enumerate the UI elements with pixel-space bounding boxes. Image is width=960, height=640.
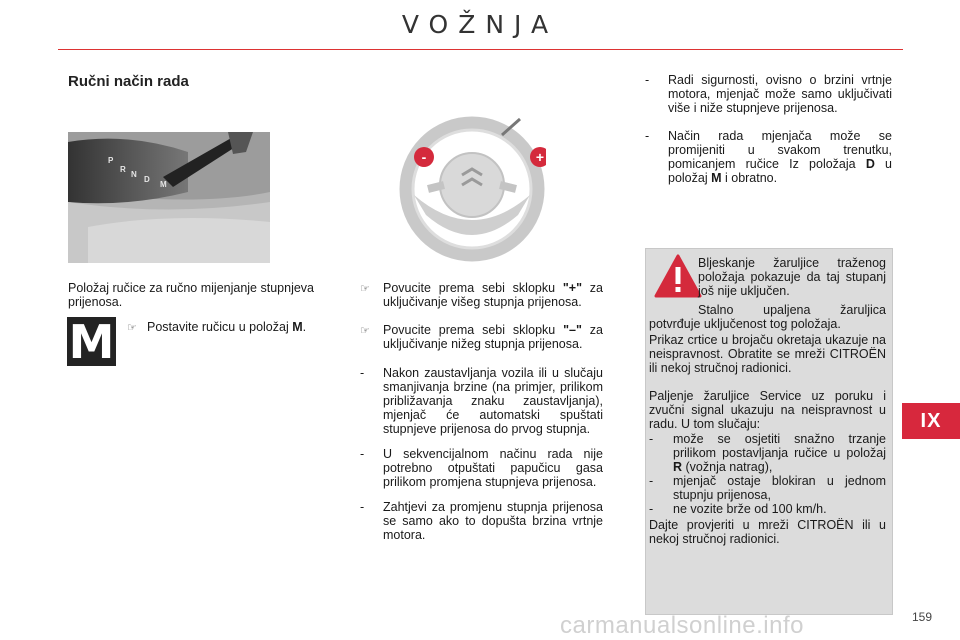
- lever-label-n: N: [131, 170, 137, 179]
- watermark: carmanualsonline.info: [560, 612, 804, 639]
- bullet-hand-icon: ☞: [360, 283, 370, 295]
- bullet-plus-paddle: [383, 281, 603, 309]
- page-title: VOŽNJA: [401, 10, 559, 39]
- dash-mark: -: [360, 366, 365, 380]
- lever-label-r: R: [120, 165, 126, 174]
- dash-bold: D: [865, 157, 875, 171]
- dash-mark: -: [645, 129, 650, 143]
- bullet-text: Povucite prema sebi sklopku: [383, 281, 563, 295]
- dash-mark: -: [649, 474, 654, 488]
- warning-triangle-icon: [654, 254, 702, 298]
- minus-paddle-label: -: [421, 149, 427, 165]
- dash-item-auto-downshift: Nakon zaustavljanja vozila ili u slučaju smanjivanja brzine (na primjer, prilikom približavanja znaku zaustavljanja), mjenjač će automatski spuštati stupnjeve prijenosa do prvog stupnja.: [383, 366, 603, 436]
- page-number: 159: [912, 610, 933, 624]
- dash-mark: -: [360, 447, 365, 461]
- dash-mark: -: [649, 432, 654, 446]
- bullet-end: .: [302, 320, 307, 334]
- section-title: Ručni način rada: [68, 73, 189, 90]
- lever-label-p: P: [108, 156, 114, 165]
- bullet-rest: za uključivanje nižeg stupnja prijenosa.: [383, 323, 603, 351]
- warning-dash-blocked: mjenjač ostaje blokiran u jednom stupnju prijenosa,: [673, 474, 886, 502]
- dash-item-mode-change: [668, 129, 892, 185]
- dash-bold: R: [673, 460, 683, 474]
- chapter-tab: IX: [902, 403, 960, 439]
- bullet-set-lever: [147, 320, 313, 334]
- dash-mark: -: [360, 500, 365, 514]
- steering-wheel-image: [398, 105, 546, 267]
- lever-caption: Položaj ručice za ručno mijenjanje stupnjeva prijenosa.: [68, 281, 314, 309]
- warning-p3: Prikaz crtice u brojaču okretaja ukazuje na neispravnost. Obratite se mreži CITROËN ili nekoj stručnoj radionici.: [649, 333, 886, 375]
- dash-item-safety: Radi sigurnosti, ovisno o brzini vrtnje motora, mjenjač može samo uključivati više i niže stupnjeve prijenosa.: [668, 73, 892, 115]
- warning-dash-speed: ne vozite brže od 100 km/h.: [673, 502, 827, 516]
- lever-label-m: M: [160, 180, 167, 189]
- bullet-hand-icon: ☞: [127, 322, 137, 334]
- warning-p5: Dajte provjeriti u mreži CITROËN ili u nekoj stručnoj radionici.: [649, 518, 886, 546]
- dash-text: Način rada mjenjača može se promijeniti u svakom trenutku, pomicanjem ručice Iz položaja: [668, 129, 892, 171]
- gear-lever-image: [68, 132, 270, 263]
- dash-text: u položaj: [668, 157, 892, 185]
- plus-paddle-label: +: [535, 149, 545, 165]
- lever-label-d: D: [144, 175, 150, 184]
- dash-item-rpm: Zahtjevi za promjenu stupnja prijenosa se samo ako to dopušta brzina vrtnje motora.: [383, 500, 603, 542]
- dash-text: i obratno.: [721, 171, 778, 185]
- dash-bold: M: [711, 171, 722, 185]
- bullet-rest: za uključivanje višeg stupnja prijenosa.: [383, 281, 603, 309]
- bullet-text: Postavite ručicu u položaj: [147, 320, 293, 334]
- dash-mark: -: [645, 73, 650, 87]
- dash-item-throttle: U sekvencijalnom načinu rada nije potrebno otpuštati papučicu gasa prilikom promjena stupnjeva prijenosa.: [383, 447, 603, 489]
- warning-p1: Bljeskanje žaruljice traženog položaja pokazuje da taj stupanj još nije uključen.: [698, 256, 886, 298]
- bullet-bold: "–": [563, 323, 582, 337]
- bullet-hand-icon: ☞: [360, 325, 370, 337]
- bullet-minus-paddle: [383, 323, 603, 351]
- dash-mark: -: [649, 502, 654, 516]
- bullet-bold: "+": [562, 281, 582, 295]
- header-divider: [58, 49, 903, 50]
- warning-p2: Stalno upaljena žaruljica potvrđuje uključenost tog položaja.: [649, 303, 886, 331]
- warning-dash-jerk: [673, 432, 886, 474]
- bullet-bold: M: [292, 320, 303, 334]
- dash-text: (vožnja natrag),: [682, 460, 773, 474]
- m-badge: M: [68, 314, 115, 369]
- warning-p4: Paljenje žaruljice Service uz poruku i zvučni signal ukazuju na neispravnost u radu. U tom slučaju:: [649, 389, 886, 431]
- bullet-text: Povucite prema sebi sklopku: [383, 323, 564, 337]
- dash-text: može se osjetiti snažno trzanje prilikom postavljanja ručice u položaj: [673, 432, 886, 460]
